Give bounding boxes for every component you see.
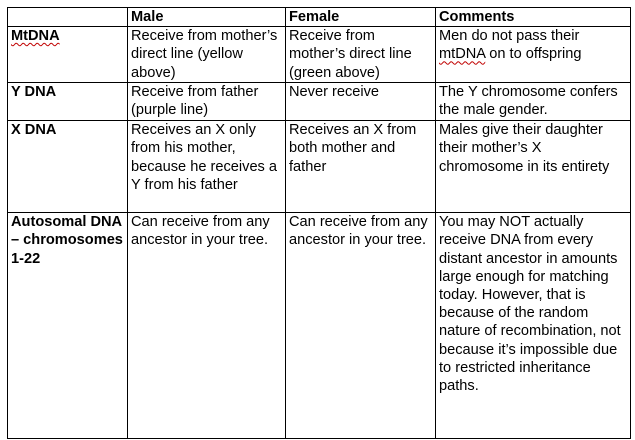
- header-row: [8, 8, 631, 27]
- table-row-xdna: [8, 121, 631, 213]
- cell-autosomal-comments: You may NOT actually receive DNA from every distant ancestor in amounts large enough for matching today. However, that is because of the random nature of recombination, not because it’s impossible due to restricted inheritance paths.: [436, 213, 631, 439]
- cell-ydna-comments: The Y chromosome confers the male gender.: [436, 83, 631, 121]
- table-row-mtdna: [8, 27, 631, 83]
- header-cell-empty: [8, 8, 128, 27]
- cell-autosomal-male: Can receive from any ancestor in your tree.: [128, 213, 286, 439]
- table-row-autosomal: [8, 213, 631, 439]
- cell-ydna-male: Receive from father (purple line): [128, 83, 286, 121]
- cell-mtdna-male: Receive from mother’s direct line (yellow above): [128, 27, 286, 83]
- row-label-mtdna: [8, 27, 128, 83]
- row-label-mtdna-text: MtDNA: [11, 28, 60, 45]
- table-row-ydna: [8, 83, 631, 121]
- row-label-ydna: Y DNA: [8, 83, 128, 121]
- row-label-xdna: X DNA: [8, 121, 128, 213]
- cell-mtdna-comments-squiggle: mtDNA: [439, 46, 486, 63]
- cell-xdna-male: Receives an X only from his mother, because he receives a Y from his father: [128, 121, 286, 213]
- header-cell-female: Female: [286, 8, 436, 27]
- cell-xdna-comments: Males give their daughter their mother’s X chromosome in its entirety: [436, 121, 631, 213]
- dna-inheritance-table: [7, 7, 631, 439]
- header-cell-comments: Comments: [436, 8, 631, 27]
- cell-mtdna-female: Receive from mother’s direct line (green above): [286, 27, 436, 83]
- header-cell-male: Male: [128, 8, 286, 27]
- cell-xdna-female: Receives an X from both mother and father: [286, 121, 436, 213]
- cell-mtdna-comments-post: on to offspring: [485, 46, 582, 63]
- row-label-autosomal: Autosomal DNA – chromosomes 1-22: [8, 213, 128, 439]
- cell-mtdna-comments: [436, 27, 631, 83]
- cell-ydna-female: Never receive: [286, 83, 436, 121]
- cell-autosomal-female: Can receive from any ancestor in your tree.: [286, 213, 436, 439]
- cell-mtdna-comments-pre: Men do not pass their: [439, 28, 580, 45]
